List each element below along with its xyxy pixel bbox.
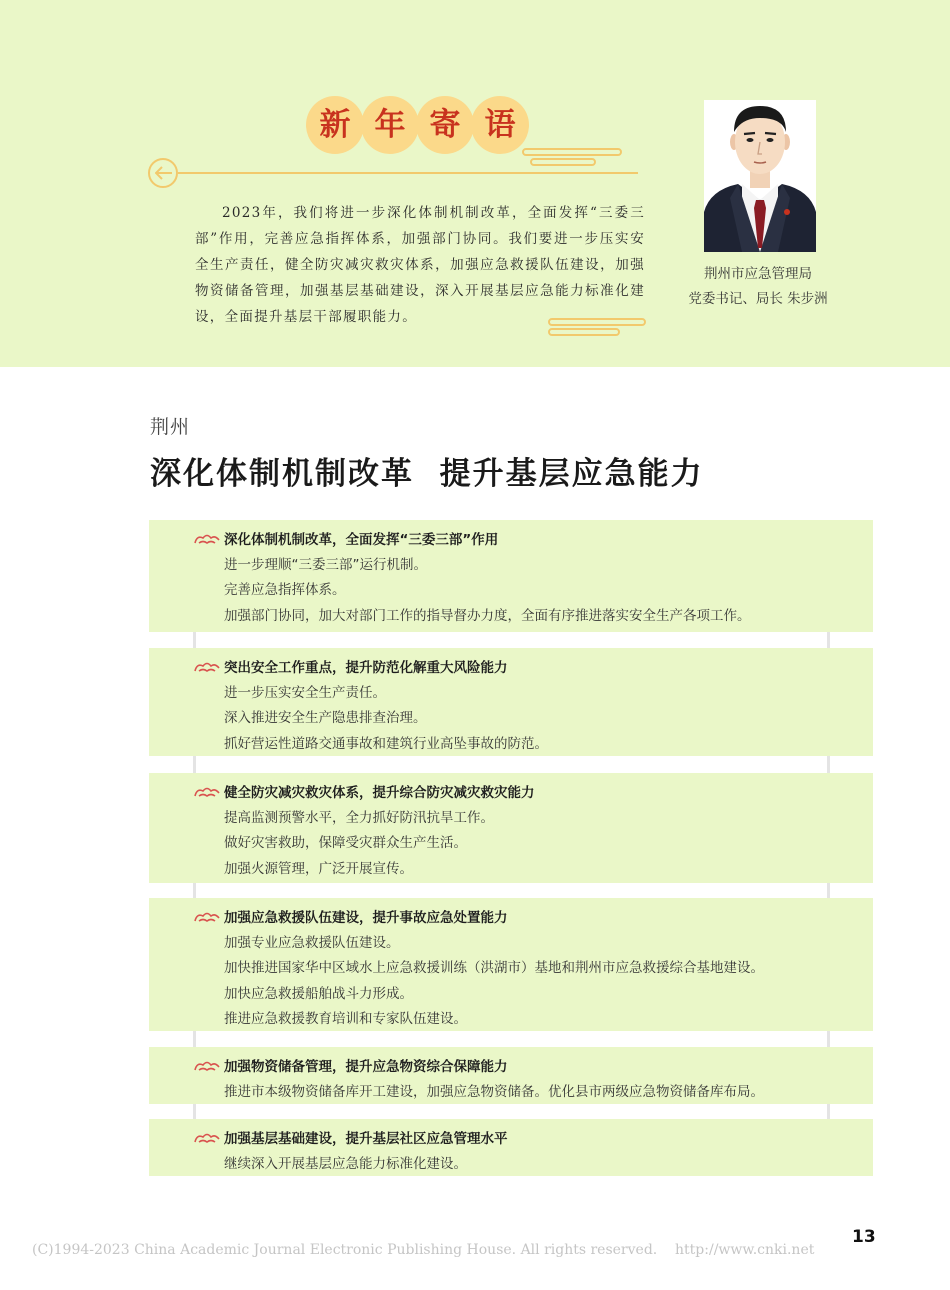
section-item: 提高监测预警水平，全力抓好防汛抗旱工作。 xyxy=(224,810,494,826)
cloud-ornament-icon xyxy=(193,532,221,546)
section-grassroots xyxy=(149,1119,873,1176)
cloud-ornament-icon xyxy=(193,660,221,674)
caption-organization: 荆州市应急管理局 xyxy=(704,266,812,282)
caption-position-name: 党委书记、局长 朱步洲 xyxy=(688,291,828,307)
section-item: 推进市本级物资储备库开工建设，加强应急物资储备。优化县市两级应急物资储备库布局。 xyxy=(224,1084,764,1100)
cloud-ornament-icon xyxy=(193,1059,221,1073)
section-item: 继续深入开展基层应急能力标准化建设。 xyxy=(224,1156,467,1172)
section-item: 加快推进国家华中区域水上应急救援训练（洪湖市）基地和荆州市应急救援综合基地建设。 xyxy=(224,960,764,977)
section-item: 加强部门协同，加大对部门工作的指导督办力度，全面有序推进落实安全生产各项工作。 xyxy=(224,607,751,624)
connector-line xyxy=(827,1104,830,1119)
connector-line xyxy=(827,883,830,898)
section-item: 进一步压实安全生产责任。 xyxy=(224,685,386,701)
connector-line xyxy=(193,1031,196,1047)
cloud-ornament-icon xyxy=(193,910,221,924)
decorative-pill xyxy=(530,158,596,166)
connector-line xyxy=(193,632,196,648)
banner-title-char: 语 xyxy=(471,96,529,154)
connector-line xyxy=(827,1031,830,1047)
decorative-line xyxy=(178,172,638,174)
section-item: 深入推进安全生产隐患排查治理。 xyxy=(224,710,427,727)
section-item: 抓好营运性道路交通事故和建筑行业高坠事故的防范。 xyxy=(224,735,548,752)
banner-title-char: 年 xyxy=(361,96,419,154)
copyright-footer: (C)1994-2023 China Academic Journal Electronic Publishing House. All rights reserved. http://www.cnki.net xyxy=(32,1242,815,1258)
section-item: 做好灾害救助，保障受灾群众生产生活。 xyxy=(224,835,467,852)
section-title: 加强物资储备管理，提升应急物资综合保障能力 xyxy=(224,1059,508,1075)
top-banner xyxy=(0,0,950,367)
section-item: 进一步理顺“三委三部”运行机制。 xyxy=(224,557,427,573)
section-item: 推进应急救援教育培训和专家队伍建设。 xyxy=(224,1010,467,1027)
section-rescue xyxy=(149,898,873,1031)
decorative-pill xyxy=(522,148,622,156)
section-supplies xyxy=(149,1047,873,1104)
section-item: 加快应急救援船舶战斗力形成。 xyxy=(224,985,413,1002)
connector-line xyxy=(193,1104,196,1119)
section-disaster xyxy=(149,773,873,883)
section-item: 加强专业应急救援队伍建设。 xyxy=(224,935,400,951)
section-title: 加强基层基础建设，提升基层社区应急管理水平 xyxy=(224,1131,508,1147)
section-title: 突出安全工作重点，提升防范化解重大风险能力 xyxy=(224,660,508,676)
section-reform xyxy=(149,520,873,632)
connector-line xyxy=(827,756,830,773)
cloud-ornament-icon xyxy=(193,785,221,799)
section-item: 加强火源管理，广泛开展宣传。 xyxy=(224,860,413,877)
connector-line xyxy=(193,883,196,898)
section-title: 加强应急救援队伍建设，提升事故应急处置能力 xyxy=(224,910,508,926)
portrait-illustration xyxy=(704,100,816,252)
section-title: 深化体制机制改革，全面发挥“三委三部”作用 xyxy=(224,532,499,548)
connector-line xyxy=(827,632,830,648)
page-number: 13 xyxy=(852,1227,876,1247)
article-title: 深化体制机制改革 提升基层应急能力 xyxy=(150,456,704,492)
section-item: 完善应急指挥体系。 xyxy=(224,582,346,599)
connector-line xyxy=(193,756,196,773)
portrait-caption xyxy=(668,262,848,312)
section-safety xyxy=(149,648,873,756)
banner-title-char: 寄 xyxy=(416,96,474,154)
new-year-message: 2023年，我们将进一步深化体制机制改革，全面发挥“三委三部”作用，完善应急指挥体系，加强部门协同。我们要进一步压实安全生产责任，健全防灾减灾救灾体系，加强应急救援队伍建设，加强物资储备管理，加强基层基础建设，深入开展基层应急能力标准化建设，全面提升基层干部履职能力。 xyxy=(195,205,645,325)
section-title: 健全防灾减灾救灾体系，提升综合防灾减灾救灾能力 xyxy=(224,785,535,801)
banner-title-char: 新 xyxy=(306,96,364,154)
back-arrow-icon xyxy=(148,158,178,188)
cloud-ornament-icon xyxy=(193,1131,221,1145)
article-region: 荆州 xyxy=(150,416,191,438)
